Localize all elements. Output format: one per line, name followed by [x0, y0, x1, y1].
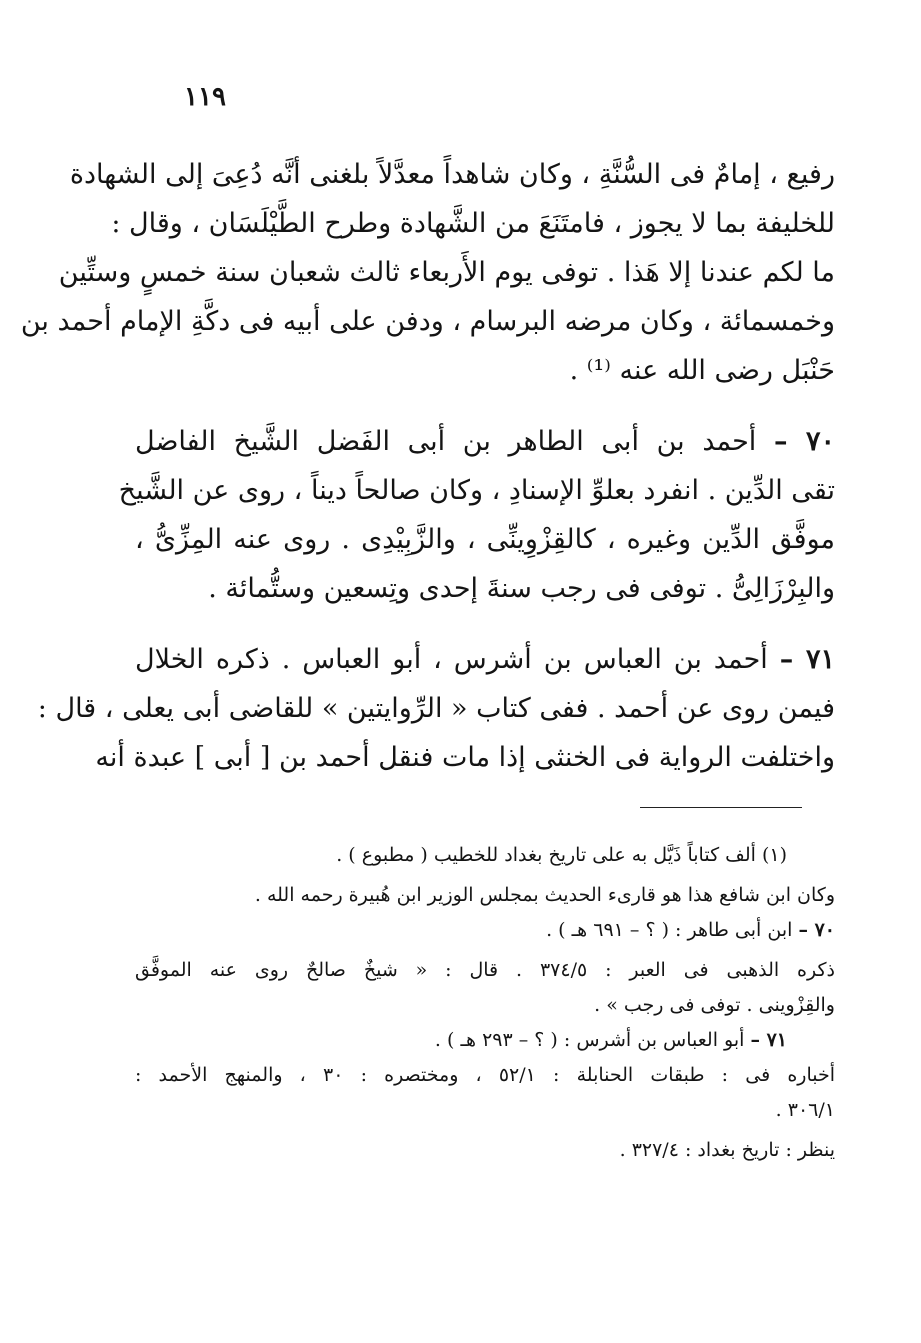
- entry-heading-text: أحمد بن أبى الطاهر بن أبى الفَضل الشَّيخ الفاضل: [135, 426, 757, 457]
- footnote-line: ينظر : تاريخ بغداد : ٣٢٧/٤ .: [619, 1139, 835, 1161]
- footnote-heading-text: أبو العباس بن أشرس : ( ؟ – ٢٩٣ هـ ) .: [434, 1029, 745, 1051]
- text-line: تقى الدِّين . انفرد بعلوِّ الإسنادِ ، وكان صالحاً ديناً ، روى عن الشَّيخ: [118, 475, 835, 506]
- footnote-number: ٧١ –: [750, 1029, 787, 1051]
- footnote-line: وكان ابن شافع هذا هو قارىء الحديث بمجلس الوزير ابن هُبيرة رحمه الله .: [254, 884, 835, 906]
- entry-71: [37, 635, 835, 782]
- page-number: ١١٩: [184, 82, 226, 112]
- text-line: حَنْبَل رضى الله عنه ⁽¹⁾ .: [569, 355, 835, 386]
- text-line: موفَّق الدِّين وغيره ، كالقِزْوِينِّى ، والزَّبِيْدِى . روى عنه المِزِّىُّ ،: [135, 524, 835, 555]
- entry-heading-text: أحمد بن العباس بن أشرس ، أبو العباس . ذكره الخلال: [135, 644, 768, 675]
- spacer: [135, 395, 835, 417]
- footnote-line: أخباره فى : طبقات الحنابلة : ٥٢/١ ، ومختصره : ٣٠ ، والمنهج الأحمد :: [135, 1064, 835, 1086]
- footnote-heading-70: [135, 913, 835, 948]
- text-line: للخليفة بما لا يجوز ، فامتَنَعَ من الشَّهادة وطرح الطَّيْلَسَان ، وقال :: [111, 208, 835, 239]
- footnote-line: (١) ألف كتاباً ذَيَّل به على تاريخ بغداد للخطيب ( مطبوع ) .: [336, 844, 787, 866]
- text-line: ما لكم عندنا إلا هَذا . توفى يوم الأَربعاء ثالث شعبان سنة خمسٍ وستِّين: [58, 257, 835, 288]
- text-line: رفيع ، إمامٌ فى السُّنَّةِ ، وكان شاهداً معدَّلاً بلغنى أنَّه دُعِىَ إلى الشهادة: [69, 159, 835, 190]
- entry-heading-line: [135, 417, 835, 466]
- entry-number: ٧٠ –: [773, 426, 835, 457]
- footnote-number: ٧٠ –: [798, 919, 835, 941]
- footnotes: [135, 838, 835, 1168]
- footnote-line: ٣٠٦/١ .: [775, 1099, 835, 1121]
- entry-heading-line: [135, 635, 835, 684]
- entry-70: [118, 417, 835, 613]
- main-text: [20, 150, 835, 782]
- text-line: واختلفت الرواية فى الخنثى إذا مات فنقل أحمد بن [ أبى ] عبدة أنه: [95, 742, 835, 773]
- text-line: والبِرْزَالِىُّ . توفى فى رجب سنةَ إحدى وتِسعين وستُّمائة .: [208, 573, 835, 604]
- footnote-line: ذكره الذهبى فى العبر : ٣٧٤/٥ . قال : « شيخٌ صالحٌ روى عنه الموفَّق: [135, 959, 835, 981]
- spacer: [135, 613, 835, 635]
- text-line: وخمسمائة ، وكان مرضه البرسام ، ودفن على أبيه فى دكَّةِ الإمام أحمد بن: [20, 306, 835, 337]
- footnote-heading-text: ابن أبى طاهر : ( ؟ – ٦٩١ هـ ) .: [546, 919, 793, 941]
- footnote-line: والقِزْوينى . توفى فى رجب » .: [594, 994, 835, 1016]
- footnote-heading-71: [135, 1023, 835, 1058]
- entry-number: ٧١ –: [779, 644, 835, 675]
- paragraph-continuation: [20, 150, 835, 395]
- text-line: فيمن روى عن أحمد . ففى كتاب « الرِّوايتين » للقاضى أبى يعلى ، قال :: [37, 693, 835, 724]
- footnote-separator: [640, 807, 802, 808]
